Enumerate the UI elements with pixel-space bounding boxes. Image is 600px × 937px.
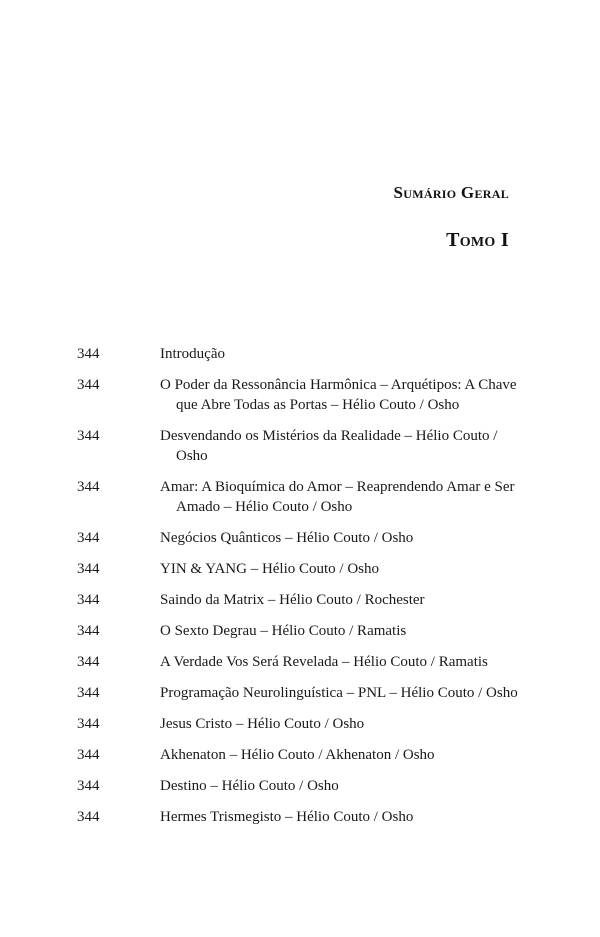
toc-page-number: 344 bbox=[77, 377, 100, 393]
toc-entry bbox=[0, 652, 600, 672]
toc-entry bbox=[0, 745, 600, 765]
toc-entry-title: Desvendando os Mistérios da Realidade – Hélio Couto / Osho bbox=[160, 428, 498, 464]
toc-entry bbox=[0, 344, 600, 364]
toc-entry bbox=[0, 683, 600, 703]
toc-entry bbox=[0, 375, 600, 415]
toc-entry-title: Akhenaton – Hélio Couto / Akhenaton / Osho bbox=[160, 747, 435, 763]
toc-entry bbox=[0, 714, 600, 734]
toc-entry bbox=[0, 477, 600, 517]
toc-entry-title: O Poder da Ressonância Harmônica – Arquétipos: A Chave que Abre Todas as Portas – Hélio Couto / Osho bbox=[160, 377, 517, 413]
toc-entry-title: Introdução bbox=[160, 346, 225, 362]
toc-entry-title: Amar: A Bioquímica do Amor – Reaprendendo Amar e Ser Amado – Hélio Couto / Osho bbox=[160, 479, 515, 515]
toc-entry bbox=[0, 528, 600, 548]
page-title: Sumário Geral bbox=[393, 183, 509, 202]
table-of-contents bbox=[0, 344, 600, 838]
volume-title: Tomo I bbox=[446, 229, 509, 251]
toc-page-number: 344 bbox=[77, 716, 100, 732]
toc-page-number: 344 bbox=[77, 778, 100, 794]
toc-entry-title: Programação Neurolinguística – PNL – Hélio Couto / Osho bbox=[160, 685, 518, 701]
toc-page-number: 344 bbox=[77, 346, 100, 362]
toc-entry-title: A Verdade Vos Será Revelada – Hélio Couto / Ramatis bbox=[160, 654, 488, 670]
toc-entry bbox=[0, 590, 600, 610]
toc-page-number: 344 bbox=[77, 809, 100, 825]
toc-page-number: 344 bbox=[77, 685, 100, 701]
toc-page-number: 344 bbox=[77, 530, 100, 546]
toc-page-number: 344 bbox=[77, 592, 100, 608]
toc-entry bbox=[0, 559, 600, 579]
toc-page-number: 344 bbox=[77, 654, 100, 670]
toc-entry-title: Saindo da Matrix – Hélio Couto / Rochester bbox=[160, 592, 425, 608]
toc-entry bbox=[0, 776, 600, 796]
toc-entry bbox=[0, 807, 600, 827]
toc-page-number: 344 bbox=[77, 623, 100, 639]
toc-page-number: 344 bbox=[77, 747, 100, 763]
toc-entry bbox=[0, 621, 600, 641]
toc-entry-title: Jesus Cristo – Hélio Couto / Osho bbox=[160, 716, 365, 732]
toc-page-number: 344 bbox=[77, 428, 100, 444]
toc-entry-title: O Sexto Degrau – Hélio Couto / Ramatis bbox=[160, 623, 407, 639]
toc-page-number: 344 bbox=[77, 561, 100, 577]
toc-entry-title: Hermes Trismegisto – Hélio Couto / Osho bbox=[160, 809, 414, 825]
toc-entry-title: Negócios Quânticos – Hélio Couto / Osho bbox=[160, 530, 414, 546]
toc-entry bbox=[0, 426, 600, 466]
toc-entry-title: YIN & YANG – Hélio Couto / Osho bbox=[160, 561, 380, 577]
toc-page-number: 344 bbox=[77, 479, 100, 495]
toc-entry-title: Destino – Hélio Couto / Osho bbox=[160, 778, 339, 794]
